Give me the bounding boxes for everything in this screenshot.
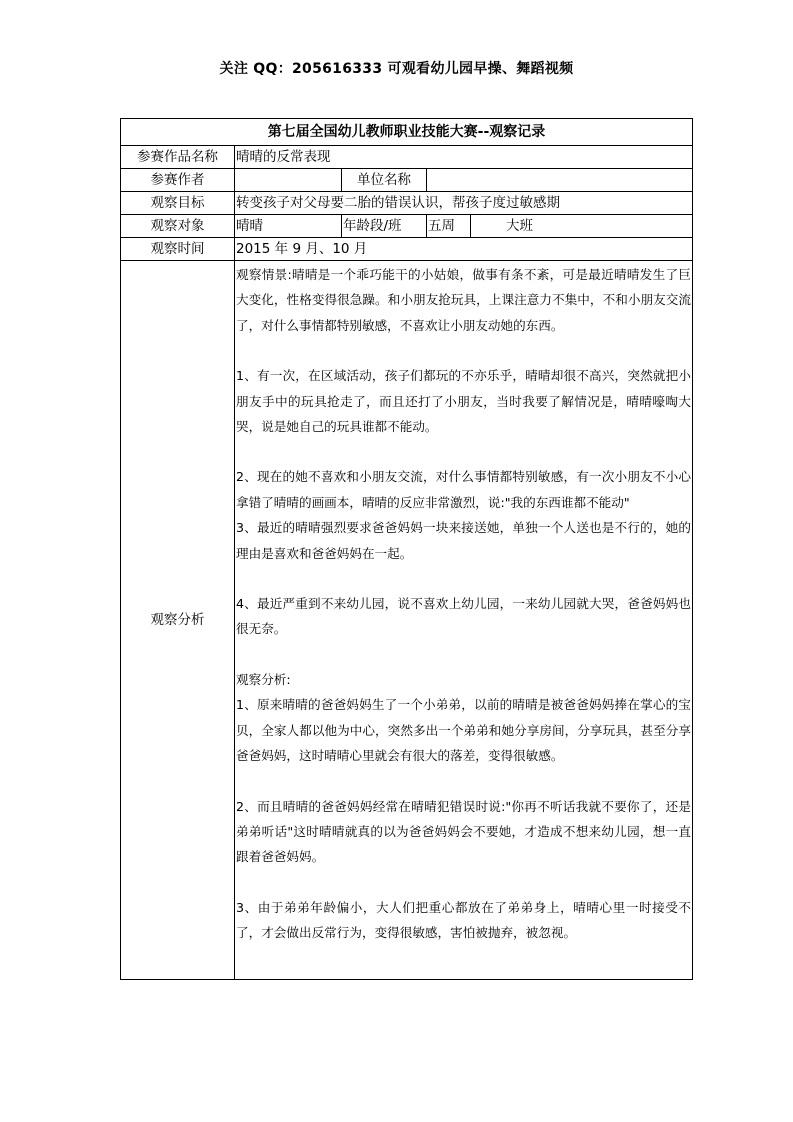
- work-name-label: 参赛作品名称: [121, 146, 235, 169]
- time-value: 2015 年 9 月、10 月: [235, 238, 693, 261]
- scenario-paragraph: 观察情景:晴晴是一个乖巧能干的小姑娘，做事有条不紊，可是最近晴晴发生了巨大变化，性格变得很急躁。和小朋友抢玩具，上课注意力不集中，不和小朋友交流了，对什么事情都特别敏感，不喜欢让小朋友动她的东西。: [236, 267, 691, 333]
- analysis-content: [235, 261, 693, 980]
- table-title: 第七届全国幼儿教师职业技能大赛--观察记录: [121, 119, 693, 146]
- subject-row: [121, 215, 693, 238]
- analysis-item-1: 1、原来晴晴的爸爸妈妈生了一个小弟弟，以前的晴晴是被爸爸妈妈捧在掌心的宝贝，全家人都以他为中心，突然多出一个弟弟和她分享房间，分享玩具，甚至分享爸爸妈妈，这时晴晴心里就会有很大的落差，变得很敏感。: [236, 697, 691, 764]
- subject-value: 晴晴: [235, 215, 342, 238]
- observation-item-3: 3、最近的晴晴强烈要求爸爸妈妈一块来接送她，单独一个人送也是不行的，她的理由是喜欢和爸爸妈妈在一起。: [236, 520, 691, 561]
- goal-row: [121, 192, 693, 215]
- time-row: [121, 238, 693, 261]
- goal-label: 观察目标: [121, 192, 235, 215]
- title-row: [121, 119, 693, 146]
- observation-item-4: 4、最近严重到不来幼儿园，说不喜欢上幼儿园，一来幼儿园就大哭，爸爸妈妈也很无奈。: [236, 596, 691, 637]
- unit-label: 单位名称: [342, 169, 427, 192]
- analysis-item-2: 2、而且晴晴的爸爸妈妈经常在晴晴犯错误时说:"你再不听话我就不要你了，还是弟弟听话"这时晴晴就真的以为爸爸妈妈会不要她，才造成不想来幼儿园，想一直跟着爸爸妈妈。: [236, 798, 691, 865]
- analysis-item-3: 3、由于弟弟年龄偏小，大人们把重心都放在了弟弟身上，晴晴心里一时接受不了，才会做出反常行为，变得很敏感，害怕被抛弃，被忽视。: [236, 899, 691, 941]
- observation-record-table: [120, 118, 693, 980]
- observation-item-2: 2、现在的她不喜欢和小朋友交流，对什么事情都特别敏感，有一次小朋友不小心拿错了晴晴的画画本，晴晴的反应非常激烈，说:"我的东西谁都不能动": [236, 469, 691, 510]
- class-value: 大班: [471, 215, 693, 238]
- author-label: 参赛作者: [121, 169, 235, 192]
- author-value: [235, 169, 342, 192]
- analysis-heading: 观察分析:: [236, 671, 291, 687]
- observation-item-1: 1、有一次，在区域活动，孩子们都玩的不亦乐乎，晴晴却很不高兴，突然就把小朋友手中的玩具抢走了，而且还打了小朋友，当时我要了解情况是，晴晴嚎啕大哭，说是她自己的玩具谁都不能动。: [236, 368, 691, 435]
- author-row: [121, 169, 693, 192]
- age-value: 五周: [427, 215, 471, 238]
- subject-label: 观察对象: [121, 215, 235, 238]
- time-label: 观察时间: [121, 238, 235, 261]
- unit-value: [427, 169, 693, 192]
- goal-value: 转变孩子对父母要二胎的错误认识，帮孩子度过敏感期: [235, 192, 693, 215]
- work-name-row: [121, 146, 693, 169]
- age-label: 年龄段/班: [342, 215, 427, 238]
- header-note: 关注 QQ：205616333 可观看幼儿园早操、舞蹈视频: [219, 61, 574, 77]
- analysis-label: 观察分析: [121, 261, 235, 980]
- work-name-value: 晴晴的反常表现: [235, 146, 693, 169]
- analysis-row: [121, 261, 693, 980]
